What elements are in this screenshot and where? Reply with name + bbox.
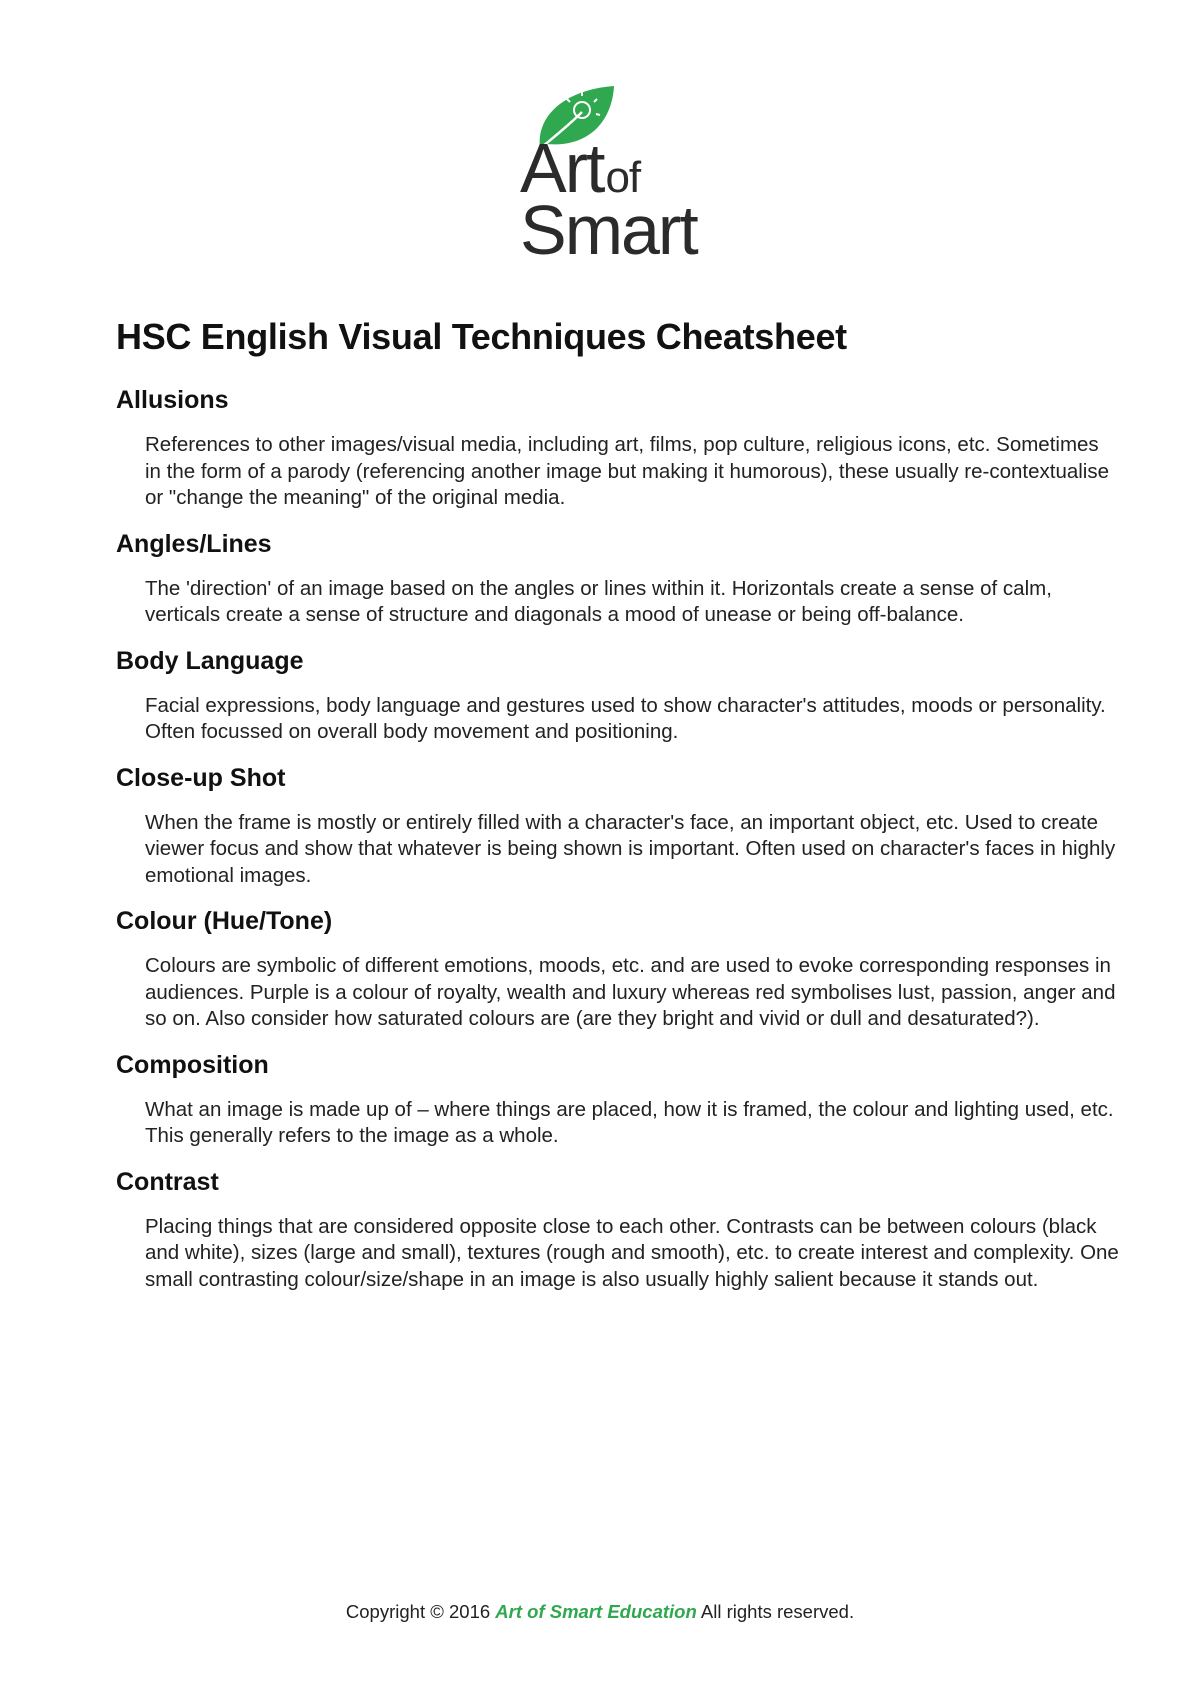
- copyright-prefix: Copyright © 2016: [345, 1601, 491, 1622]
- section-body-language: [116, 646, 1116, 746]
- section-body: References to other images/visual media, including art, films, pop culture, religious icons, etc. Sometimes in the form of a parody (referencing another image but making it humorous), these usually re-contextualise or "change the meaning" of the original media.: [145, 433, 1110, 509]
- footer-copyright: [0, 1601, 1200, 1623]
- page-title: HSC English Visual Techniques Cheatsheet: [116, 316, 847, 357]
- section-heading: Allusions: [116, 386, 229, 414]
- wordmark: [520, 129, 697, 270]
- section-body: Colours are symbolic of different emotions, moods, etc. and are used to evoke corresponding responses in audiences. Purple is a colour of royalty, wealth and luxury whereas red symbolises lust, passion, anger and so on. Also consider how saturated colours are (are they bright and vivid or dull and desaturated?).: [145, 954, 1116, 1030]
- technique-list: [116, 385, 1119, 1310]
- section-body: Facial expressions, body language and gestures used to show character's attitudes, moods or personality. Often focussed on overall body movement and positioning.: [145, 693, 1106, 743]
- section-close-up-shot: [116, 763, 1116, 890]
- section-angles-lines: [116, 529, 1116, 629]
- section-heading: Close-up Shot: [116, 763, 286, 792]
- section-body: What an image is made up of – where things are placed, how it is framed, the colour and lighting used, etc. This generally refers to the image as a whole.: [145, 1097, 1114, 1147]
- section-body: The 'direction' of an image based on the angles or lines within it. Horizontals create a sense of calm, verticals create a sense of structure and diagonals a mood of unease or being off-balance.: [145, 576, 1052, 626]
- section-heading: Colour (Hue/Tone): [116, 907, 333, 935]
- copyright-suffix: All rights reserved.: [700, 1601, 855, 1622]
- section-heading: Composition: [116, 1050, 269, 1079]
- section-heading: Body Language: [116, 646, 304, 675]
- section-heading: Contrast: [116, 1167, 219, 1196]
- wordmark-art: Art: [520, 129, 604, 207]
- section-contrast: [116, 1167, 1119, 1294]
- wordmark-of: of: [605, 153, 641, 202]
- section-allusions: [116, 385, 1116, 512]
- section-heading: Angles/Lines: [116, 529, 272, 558]
- copyright-brand: Art of Smart Education: [495, 1601, 697, 1622]
- section-colour: [116, 906, 1116, 1033]
- wordmark-smart: Smart: [520, 191, 697, 269]
- section-body: When the frame is mostly or entirely filled with a character's face, an important object, etc. Used to create viewer focus and show that whatever is being shown is important. Often used on character's faces in highly emotional images.: [145, 810, 1116, 887]
- section-body: Placing things that are considered opposite close to each other. Contrasts can be between colours (black and white), sizes (large and small), textures (rough and smooth), etc. to create interest and complexity. One small contrasting colour/size/shape in an image is also usually highly salient because it stands out.: [145, 1214, 1119, 1291]
- logo: [512, 82, 712, 272]
- section-composition: [116, 1050, 1116, 1150]
